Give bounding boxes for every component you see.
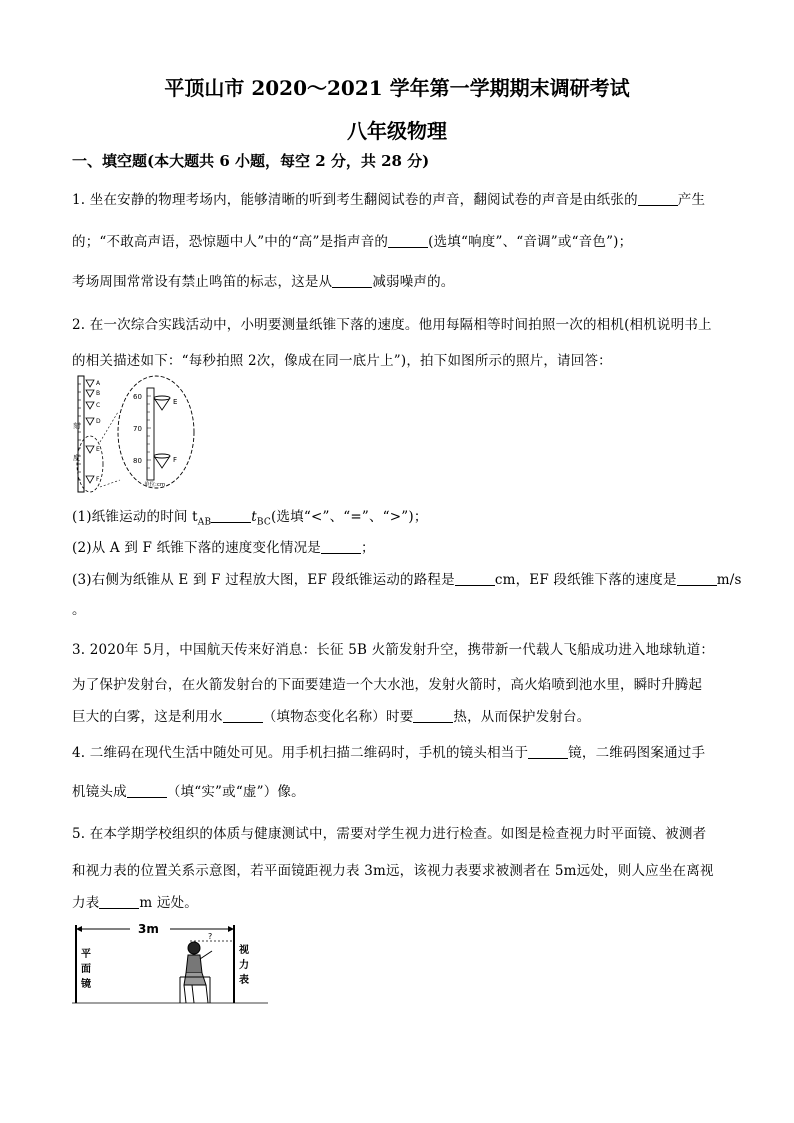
q4-text: 镜，二维码图案通过手: [568, 745, 706, 761]
zoom-letter: F: [173, 456, 178, 464]
answer-blank[interactable]: [677, 572, 717, 587]
q1-text: 的；“不敢高声语，恐惊题中人”中的“高”是指声音的: [72, 234, 389, 250]
answer-blank[interactable]: [388, 234, 428, 249]
q4-line2: [72, 780, 732, 800]
q2-text: m/s: [716, 572, 742, 588]
q2-line2: 的相关描述如下：“每秒拍照 2次，像成在同一底片上”)，拍下如图所示的照片，请回答：: [72, 353, 612, 369]
q5-line3: [72, 891, 732, 911]
exam-title: 平顶山市 2020～2021 学年第一学期期末调研考试: [164, 76, 630, 100]
svg-text:表: 表: [239, 975, 249, 986]
paper-cone-figure: [72, 372, 202, 494]
q3-text: 热，从而保护发射台。: [453, 709, 591, 725]
q2-text: (1)纸锥运动的时间 t: [72, 509, 198, 525]
ruler-label: 度: [73, 454, 80, 462]
zoom-tick-label: 70: [133, 425, 142, 433]
svg-text:镜: 镜: [81, 979, 91, 990]
q1-line2: [72, 230, 732, 250]
vision-test-figure: [72, 915, 272, 1007]
q2-subscript: AB: [197, 517, 212, 528]
q4-text: 4. 二维码在现代生活中随处可见。用手机扫描二维码时，手机的镜头相当于: [72, 745, 529, 761]
answer-blank[interactable]: [528, 745, 568, 760]
q1-text: 产生: [677, 192, 706, 208]
q2-subscript: BC: [256, 517, 271, 528]
q1-text: 1. 坐在安静的物理考场内，能够清晰的听到考生翻阅试卷的声音，翻阅试卷的声音是由纸张的: [72, 192, 638, 208]
q3-line2: 为了保护发射台，在火箭发射台的下面要建造一个大水池，发射火箭时，高火焰喷到池水里，瞬时升腾起: [72, 677, 703, 693]
zoom-unit: 单位:cm: [144, 482, 166, 488]
chart-label: [238, 943, 249, 986]
zoom-letter: E: [173, 398, 178, 406]
zoom-tick-label: 60: [133, 393, 142, 401]
person-icon: [180, 942, 212, 1003]
q1-text: (选填“响度”、“音调”或“音色”)；: [428, 234, 633, 250]
answer-blank[interactable]: [211, 509, 251, 524]
q2-text: (2)从 A 到 F 纸锥下落的速度变化情况是: [72, 540, 322, 556]
answer-blank[interactable]: [127, 784, 167, 799]
q5-text: 力表: [72, 895, 100, 911]
answer-blank[interactable]: [332, 274, 372, 289]
q4-text: （填“实”或“虚”）像。: [166, 784, 305, 800]
cone-letter: D: [96, 418, 101, 425]
q3-line3: [72, 705, 732, 725]
q1-line1: [72, 188, 732, 208]
cone-letter: C: [96, 402, 101, 409]
svg-text:视: 视: [239, 945, 249, 956]
cone-letter: B: [96, 390, 101, 397]
q2-sub3: [72, 568, 742, 588]
q2-text: (3)右侧为纸锥从 E 到 F 过程放大图，EF 段纸锥运动的路程是: [72, 572, 455, 588]
cone-letter: E: [96, 446, 100, 453]
answer-blank[interactable]: [321, 540, 361, 555]
q3-line1: 3. 2020年 5月，中国航天传来好消息：长征 5B 火箭发射升空，携带新一代载人飞船成功进入地球轨道：: [72, 642, 715, 658]
q1-text: 减弱噪声的。: [372, 274, 455, 290]
q5-line1: 5. 在本学期学校组织的体质与健康测试中，需要对学生视力进行检查。如图是检查视力时平面镜、被测者: [72, 826, 707, 842]
svg-text:平: 平: [81, 949, 91, 960]
unknown-distance-mark: ?: [208, 932, 213, 941]
q2-line1: 2. 在一次综合实践活动中，小明要测量纸锥下落的速度。他用每隔相等时间拍照一次的相机(相机说明书上: [72, 317, 712, 333]
q3-text: 巨大的白雾，这是利用水: [72, 709, 223, 725]
ruler-label: 刻: [73, 422, 80, 430]
q2-text: cm，EF 段纸锥下落的速度是: [494, 572, 677, 588]
q2-text: (选填“<”、“=”、“>”)；: [270, 509, 428, 525]
q3-text: （填物态变化名称）时要: [262, 709, 414, 725]
svg-text:力: 力: [239, 960, 249, 971]
q5-line2: 和视力表的位置关系示意图，若平面镜距视力表 3m远，该视力表要求被测者在 5m远处，则人应坐在离视: [72, 863, 714, 879]
answer-blank[interactable]: [99, 895, 139, 910]
q2-sub3-end: 。: [72, 602, 86, 618]
zoom-tick-label: 80: [133, 457, 142, 465]
answer-blank[interactable]: [223, 709, 263, 724]
q4-line1: [72, 741, 732, 761]
q2-sub1: [72, 505, 732, 528]
q5-text: m 远处。: [139, 895, 198, 911]
distance-label: 3m: [138, 922, 159, 936]
q1-line3: [72, 270, 732, 290]
answer-blank[interactable]: [638, 192, 678, 207]
q2-text: ；: [361, 540, 375, 556]
cone-letter: F: [96, 476, 100, 483]
exam-subtitle: 八年级物理: [347, 119, 447, 143]
q1-text: 考场周围常常设有禁止鸣笛的标志，这是从: [72, 274, 333, 290]
answer-blank[interactable]: [413, 709, 453, 724]
mirror-label: [81, 947, 91, 990]
cone-letter: A: [96, 380, 101, 387]
q4-text: 机镜头成: [72, 784, 127, 800]
section-heading: 一、填空题(本大题共 6 小题，每空 2 分，共 28 分): [72, 152, 430, 170]
q2-sub2: [72, 536, 732, 556]
answer-blank[interactable]: [455, 572, 495, 587]
q2-text: t: [251, 509, 257, 525]
svg-text:面: 面: [81, 964, 91, 975]
